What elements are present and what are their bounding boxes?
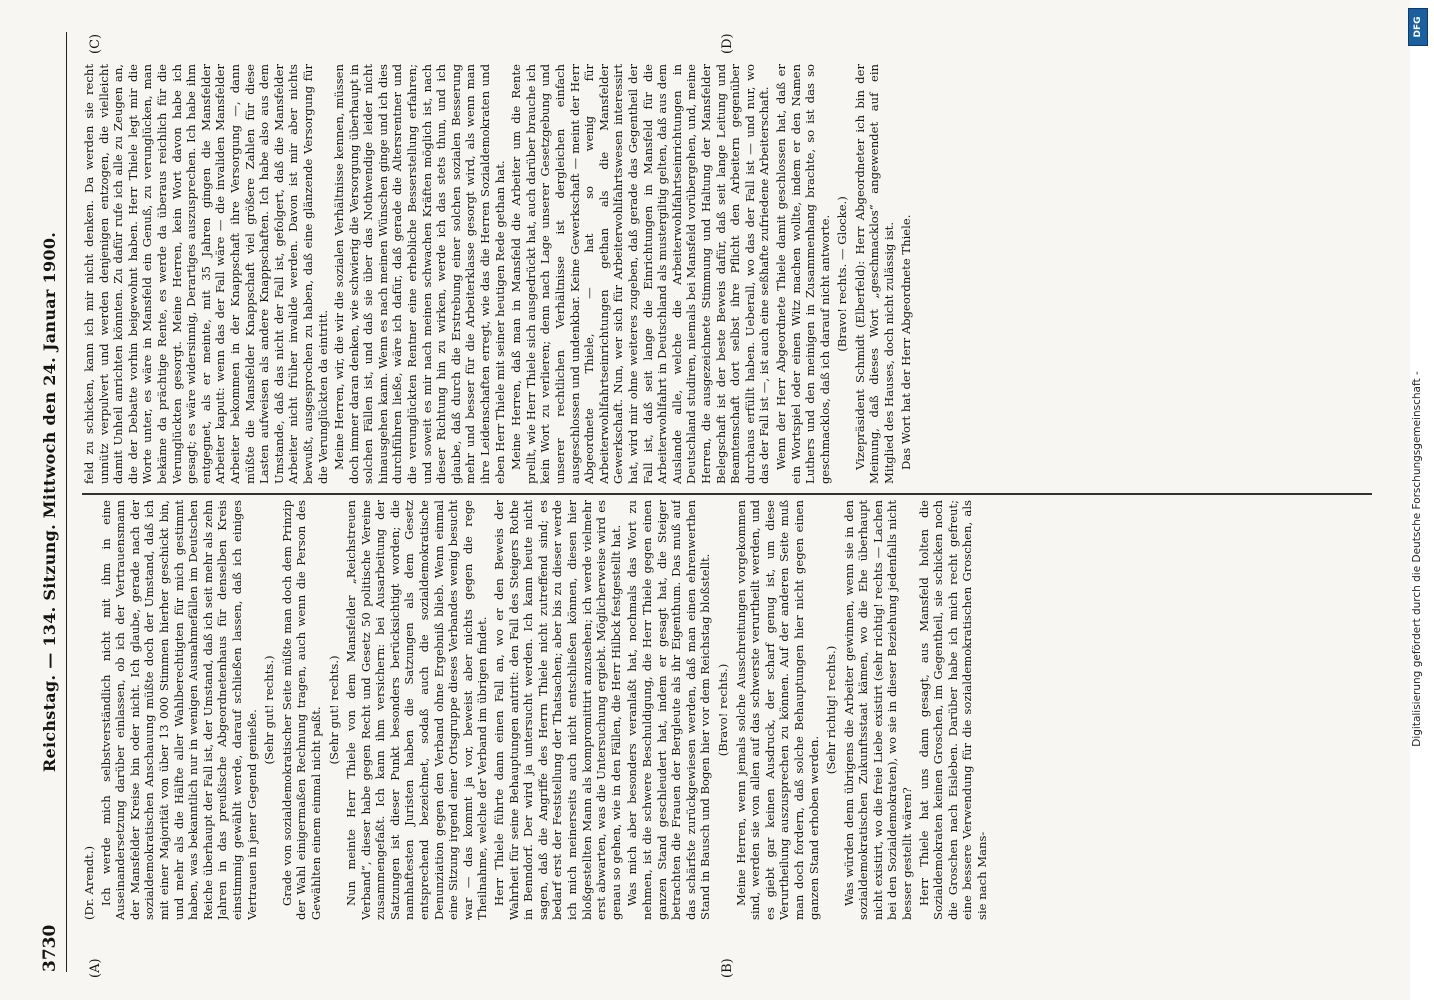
paragraph: Meine Herren, wenn jemals solche Ausschreitungen vorgekommen sind, werden sie von allen auf das schwerste verurtheilt werden, und es giebt gar keinen Ausdruck, der scharf genug ist, um diese Verurtheilung auszusprechen zu können. Auf der anderen Seite muß man doch fordern, daß solche Behauptungen hier nicht gegen einen ganzen Stand erhoben werden. [733, 500, 821, 920]
paragraph: (Dr. Arendt.) [82, 846, 96, 920]
paragraph: Was mich aber besonders veranlaßt hat, nochmals das Wort zu nehmen, ist die schwere Beschuldigung, die Herr Thiele gegen einen ganzen Stand geschleudert hat, indem er gesagt hat, die Steiger betrachten die Frauen der Bergleute als ihr Eigenthum. Das muß auf das schärfste zurückgewiesen werden, daß man einen ehrenwerthen Stand in Bausch und Bogen hier vor dem Reichstag bloßstellt. [625, 500, 713, 920]
margin-marker-a: (A) [88, 958, 103, 978]
dfg-footer [1404, 4, 1430, 994]
page-number: 3730 [40, 924, 60, 972]
paragraph: Meine Herren, wir, die wir die sozialen Verhältnisse kennen, müssen doch immer daran denken, wie schwierig die Versorgung überhaupt in solchen Fällen ist, und daß sie über das Nothwendige leider nicht hinausgehen kann. Wenn es nach meinen Wünschen ginge und ich dies durchführen ließe, wäre ich dafür, daß gerade die Altersrentner und die verunglückten Rentner eine erhebliche Besserstellung erfahren; und soweit es mir nach meinen schwachen Kräften möglich ist, nach dieser Richtung hin zu wirken, werde ich das stets thun, und ich glaube, daß durch die Erstrebung einer solchen sozialen Besserung mehr und besser für die Arbeiterklasse gesorgt wird, als wenn man ihre Leidenschaften erregt, wie das die Herren Sozialdemokraten und eben Herr Thiele mit seiner heutigen Rede gethan hat. [332, 64, 507, 484]
margin-marker-b: (B) [720, 958, 735, 978]
paragraph: Nun meinte Herr Thiele von dem Mansfelder „Reichstreuen Verband“, dieser habe gegen Recht und Gesetz 50 politische Vereine zusammengefaßt. Ich kann ihm versichern: bei Ausarbeitung der Satzungen ist dieser Punkt besonders berücksichtigt worden; die namhaftesten Juristen haben die Satzungen als dem Gesetz entsprechend bezeichnet, sodaß auch die sozialdemokratische Denunziation gegen den Verband ohne Ergebniß blieb. Wenn einmal eine Sitzung irgend einer Ortsgruppe dieses Verbandes wenig besucht war — das kommt ja vor, beweist aber nichts gegen die rege Theilnahme, welche der Verband im übrigen findet. [344, 500, 490, 920]
running-header [36, 32, 67, 972]
column-divider [82, 494, 1372, 496]
text-column-left [82, 500, 1382, 920]
interjection: (Bravo! rechts.) [715, 663, 730, 757]
paragraph: Grade von sozialdemokratischer Seite müßte man doch dem Prinzip der Wahl einigermaßen Rechnung tragen, auch wenn die Person des Gewählten einem einmal nicht paßt. [279, 500, 323, 920]
margin-marker-d: (D) [720, 33, 735, 54]
paragraph: Herr Thiele führte dann einen Fall an, wo er den Beweis der Wahrheit für seine Behauptungen antritt: den Fall des Steigers Rothe in Benndorf. Der wird ja untersucht werden. Ich kann heute nicht sagen, daß die Angriffe des Herrn Thiele nicht zutreffend sind; es bedarf erst der Feststellung der Thatsachen; aber bis zu dieser werde ich mich meinerseits auch nicht entschließen können, diesen hier bloßgestellten Mann als kompromittirt anzusehen; ich werde vielmehr erst abwarten, was die Untersuchung ergiebt. Möglicherweise wird es genau so gehen, wie in den Fällen, die Herr Hilbck festgestellt hat. [492, 500, 623, 920]
interjection: (Sehr gut! rechts.) [262, 655, 277, 765]
paragraph: Herr Thiele hat uns dann gesagt, aus Mansfeld holten die Sozialdemokraten keinen Groschen, im Gegentheil, sie schicken noch die Groschen nach Eisleben. Darüber habe ich mich recht gefreut; eine bessere Verwendung für die sozialdemokratischen Groschen, als sie nach Mans- [916, 500, 990, 920]
dfg-logo [1408, 8, 1428, 46]
paragraph: Was würden denn übrigens die Arbeiter gewinnen, wenn sie in den sozialdemokratischen Zukunftsstaat kämen, wo die Ehe überhaupt nicht existirt, wo die freie Liebe existirt (sehr richtig! rechts — Lachen bei den Sozialdemokraten), wo sie in dieser Beziehung jedenfalls nicht besser gestellt wären? [841, 500, 915, 920]
paragraph: Wenn der Herr Abgeordnete Thiele damit geschlossen hat, daß er ein Wortspiel oder einen Witz machen wollte, indem er den Namen Luthers und den meinigen in Zusammenhang brachte, so ist das so geschmacklos, daß ich darauf nicht antworte. [773, 64, 832, 484]
interjection: (Bravo! rechts. — Glocke.) [835, 196, 850, 352]
interjection: (Sehr gut! rechts.) [326, 655, 341, 765]
dfg-logo-text: DFG [1413, 16, 1423, 38]
paragraph: Vizepräsident Schmidt (Elberfeld): Herr Abgeordneter ich bin der Meinung, daß dieses Wort „geschmacklos“ angewendet auf ein Mitglied des Hauses, doch nicht zulässig ist. [852, 64, 897, 484]
header-title: Reichstag. — 134. Sitzung. Mittwoch den 24. Januar 1900. [40, 231, 59, 773]
text-column-right [82, 64, 1382, 484]
digitization-credit: Digitalisierung gefördert durch die Deutsche Forschungsgemeinschaft - [1411, 371, 1423, 747]
paragraph: Ich werde mich selbstverständlich nicht mit ihm in eine Auseinandersetzung darüber einlassen, ob ich der Vertrauensmann der Mansfelder Kreise bin oder nicht. Ich glaube, gerade nach der sozialdemokratischen Anschauung müßte doch der Umstand, daß ich mit einer Majorität von über 13 000 Stimmen hierher geschickt bin, und mehr als die Hälfte aller Wahlberechtigten für mich gestimmt haben, was bekanntlich nur in wenigen Ausnahmefällen im Deutschen Reiche überhaupt der Fall ist, der Umstand, daß ich seit mehr als zehn Jahren in das preußische Abgeordnetenhaus für denselben Kreis einstimmig gewählt werde, darauf schließen lassen, daß ich einiges Vertrauen in jener Gegend genieße. [98, 500, 259, 920]
paragraph: Meine Herren, daß man in Mansfeld die Arbeiter um die Rente prellt, wie Herr Thiele sich ausgedrückt hat, auch darüber brauche ich kein Wort zu verlieren; denn nach Lage unserer Gesetzgebung und unserer rechtlichen Verhältnisse ist dergleichen einfach ausgeschlossen und undenkbar. Keine Gewerkschaft — meint der Herr Abgeordnete Thiele, — hat so wenig für Arbeiterwohlfahrtseinrichtungen gethan als die Mansfelder Gewerkschaft. Nun, wer sich für Arbeiterwohlfahrtswesen interessirt hat, wird mir ohne weiteres zugeben, daß gerade das Gegentheil der Fall ist, daß seit lange die Einrichtungen in Mansfeld für die Arbeiterwohlfahrt in Deutschland als mustergiltig gelten, daß aus dem Auslande alle, welche die Arbeiterwohlfahrtseinrichtungen in Deutschland studiren, niemals bei Mansfeld vorübergehen, und, meine Herren, die ausgezeichnete Stimmung und Haltung der Mansfelder Belegschaft ist der beste Beweis dafür, daß seit lange Leitung und Beamtenschaft dort selbst ihre Pflicht den Arbeitern gegenüber durchaus erfüllt haben. Ueberall, wo das der Fall ist — und nur, wo das der Fall ist —, ist auch eine seßhafte zufriedene Arbeiterschaft. [509, 64, 772, 484]
paragraph: Das Wort hat der Herr Abgeordnete Thiele. [898, 214, 913, 470]
paragraph: feld zu schicken, kann ich mir nicht denken. Da werden sie recht unnütz verpulvert und werden denjenigen entzogen, die vielleicht damit Unheil anrichten könnten. Zu dafür rufe ich alle zu Zeugen an, die der Debatte vorhin beigewohnt haben. Herr Thiele legt mir die Worte unter, es wäre in Mansfeld ein Genuß, zu verunglücken, man bekäme da prächtige Rente, es werde da überaus reichlich für die Verunglückten gesorgt. Meine Herren, kein Wort davon habe ich gesagt; es wäre widersinnig, Derartiges auszusprechen. Ich habe ihm entgegnet, als er meinte, mit 35 Jahren gingen die Mansfelder Arbeiter kaputt: wenn das der Fall wäre — die invaliden Mansfelder Arbeiter bekommen in der Knappschaft ihre Versorgung —, dann müßte die Mansfelder Knappschaft viel größere Zahlen für diese Lasten aufweisen als andere Knappschaften. Ich habe also aus dem Umstande, daß das nicht der Fall ist, gefolgert, daß die Mansfelder Arbeiter nicht früher invalide werden. Davon ist mir aber nichts bewußt, ausgesprochen zu haben, daß eine glänzende Versorgung für die Verunglückten da eintritt. [82, 64, 330, 484]
interjection: (Sehr richtig! rechts.) [824, 645, 839, 775]
margin-marker-c: (C) [88, 33, 103, 54]
